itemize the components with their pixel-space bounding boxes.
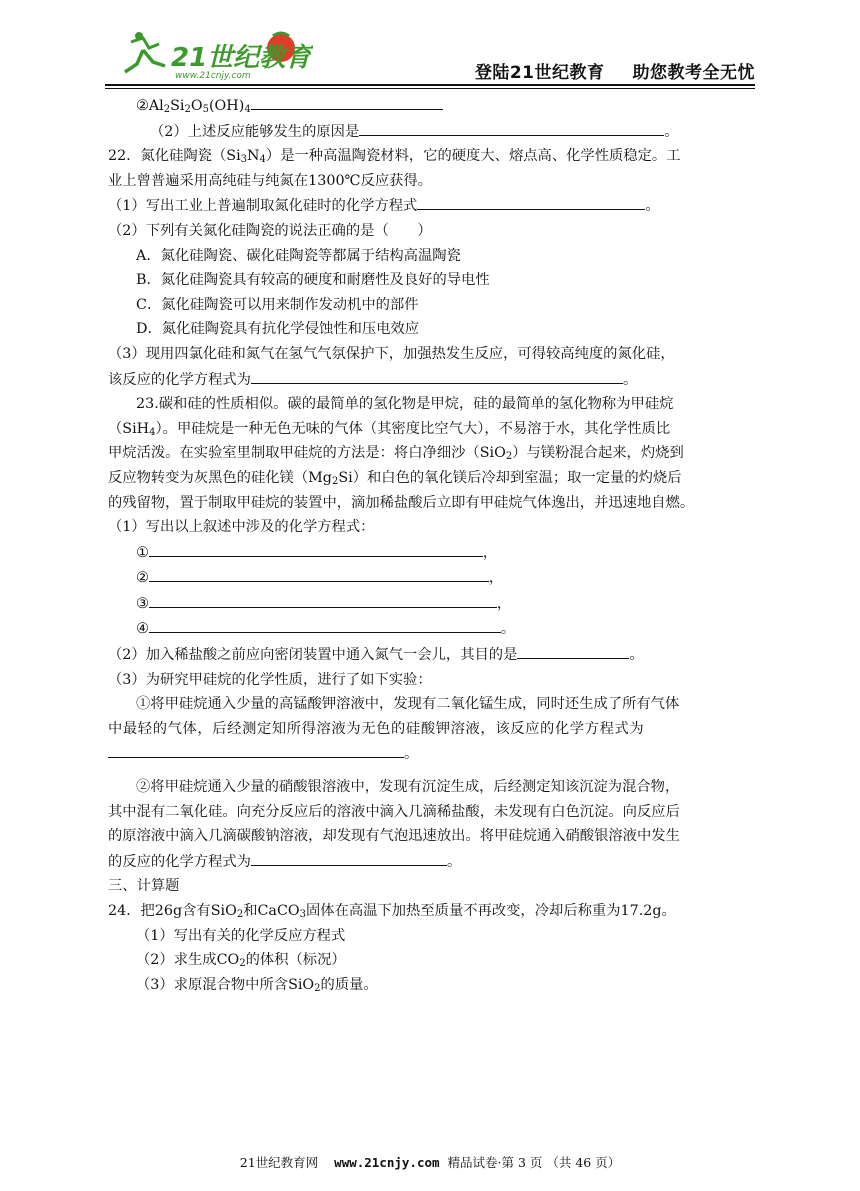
q23-exp1: ①将甲硅烷通入少量的高锰酸钾溶液中，发现有二氧化锰生成，同时还生成了所有气体 bbox=[136, 696, 680, 713]
q24-part1: （1）写出有关的化学反应方程式 bbox=[136, 927, 346, 944]
header-rule bbox=[105, 84, 755, 86]
answer-blank bbox=[359, 119, 664, 136]
logo-url: www.21cnjy.com bbox=[175, 71, 251, 81]
answer-blank bbox=[251, 93, 443, 110]
answer-blank bbox=[108, 741, 404, 758]
q23-stem-5: 的残留物，置于制取甲硅烷的装置中，滴加稀盐酸后立即有甲硅烷气体逸出，并迅速地自燃。 bbox=[108, 494, 695, 511]
q23-part3: （3）为研究甲硅烷的化学性质，进行了如下实验： bbox=[108, 671, 432, 688]
q22-stem: 22．氮化硅陶瓷$(Si_3N_4)$是一种高温陶瓷材料，它的硬度大、熔点高、化学性质稳定。工 bbox=[108, 148, 681, 166]
q21-part2: （2）上述反应能够发生的原因是 。 bbox=[108, 119, 758, 145]
q22-part1: （1）写出工业上普遍制取氮化硅时的化学方程式 。 bbox=[108, 193, 758, 219]
answer-blank bbox=[517, 642, 629, 659]
q23-exp1-2: 中最轻的气体，后经测定知所得溶液为无色的硅酸钾溶液，该反应的化学方程式为 bbox=[108, 720, 645, 737]
q23-eq3: ③ ， bbox=[108, 591, 758, 617]
q23-stem-2: （SiH$_4$）。甲硅烷是一种无色无味的气体（其密度比空气大），不易溶于水，其化学性质比 bbox=[108, 420, 671, 438]
q23-stem-3: 甲烷活泼。在实验室里制取甲硅烷的方法是：将白净细沙（SiO$_2$）与镁粉混合起来，灼烧到 bbox=[108, 445, 684, 463]
q22-part2: （2）下列有关氮化硅陶瓷的说法正确的是（ ） bbox=[108, 222, 432, 239]
answer-blank bbox=[251, 367, 623, 384]
answer-blank bbox=[149, 565, 489, 582]
page-footer bbox=[0, 1153, 860, 1171]
q24-stem: 24．把26g含有SiO$_2$和CaCO$_3$固体在高温下加热至质量不再改变，冷却后称重为17.2g。 bbox=[108, 903, 676, 920]
q23-exp2-4: 的反应的化学方程式为 。 bbox=[108, 849, 758, 875]
answer-blank bbox=[149, 616, 501, 633]
q22-option-b: B．氮化硅陶瓷具有较高的硬度和耐磨性及良好的导电性 bbox=[136, 272, 490, 289]
page-header bbox=[105, 28, 755, 86]
answer-blank bbox=[149, 540, 483, 557]
q23-exp2-3: 的原溶液中滴入几滴碳酸钠溶液，却发现有气泡迅速放出。将甲硅烷通入硝酸银溶液中发生 bbox=[108, 828, 680, 845]
q22-option-a: A．氮化硅陶瓷、碳化硅陶瓷等都属于结构高温陶瓷 bbox=[136, 247, 461, 264]
logo-text: 21世纪教育 bbox=[171, 43, 312, 73]
q23-part1: （1）写出以上叙述中涉及的化学方程式： bbox=[108, 519, 375, 536]
q23-part2: （2）加入稀盐酸之前应向密闭装置中通入氮气一会儿，其目的是 。 bbox=[108, 642, 758, 668]
q23-stem-4: 反应物转变为灰黑色的硅化镁$(Mg_2Si)$和白色的氧化镁后冷却到室温；取一定量的灼烧后 bbox=[108, 469, 682, 487]
header-tagline bbox=[475, 58, 755, 83]
section-3-title: 三、计算题 bbox=[108, 878, 180, 895]
q23-stem: 23.碳和硅的性质相似。碳的最简单的氢化物是甲烷，硅的最简单的氢化物称为甲硅烷 bbox=[136, 396, 674, 413]
q23-exp2: ②将甲硅烷通入少量的硝酸银溶液中，发现有沉淀生成，后经测定知该沉淀为混合物， bbox=[136, 779, 680, 796]
footer-site: 21世纪教育网 bbox=[239, 1155, 319, 1170]
answer-blank bbox=[149, 591, 497, 608]
q23-eq2: ② ， bbox=[108, 565, 758, 591]
header-slogan: 助您教考全无忧 bbox=[632, 63, 755, 83]
q21-item2: $②Al_2Si_2O_5(OH)_4$ bbox=[108, 93, 758, 119]
q22-option-d: D．氮化硅陶瓷具有抗化学侵蚀性和压电效应 bbox=[136, 321, 420, 338]
q23-eq4: ④ 。 bbox=[108, 616, 758, 642]
q22-stem-2: 业上曾普遍采用高纯硅与纯氮在1300℃反应获得。 bbox=[108, 172, 433, 189]
q23-eq1: ① ， bbox=[108, 540, 758, 566]
header-login: 登陆21世纪教育 bbox=[474, 63, 605, 83]
answer-blank bbox=[251, 849, 447, 866]
q23-exp2-2: 其中混有二氧化硅。向充分反应后的溶液中滴入几滴稀盐酸，未发现有白色沉淀。向反应后 bbox=[108, 803, 680, 820]
q23-exp1-3: 。 bbox=[108, 741, 758, 767]
q22-option-c: C．氮化硅陶瓷可以用来制作发动机中的部件 bbox=[136, 296, 419, 313]
header-rule-thin bbox=[105, 88, 755, 89]
q24-part2: （2）求生成$CO_2$的体积（标况） bbox=[136, 952, 346, 970]
q22-part3: （3）现用四氯化硅和氮气在氢气气氛保护下，加强热发生反应，可得较高纯度的氮化硅， bbox=[108, 345, 675, 362]
q24-part3: （3）求原混合物中所含SiO$_2$的质量。 bbox=[136, 976, 378, 994]
footer-page-info: 精品试卷·第 3 页 （共 46 页） bbox=[447, 1155, 621, 1170]
site-logo bbox=[113, 28, 313, 84]
answer-blank bbox=[417, 193, 645, 210]
footer-url[interactable]: www.21cnjy.com bbox=[334, 1155, 440, 1170]
exam-content bbox=[108, 93, 758, 997]
q22-part3-2: 该反应的化学方程式为 。 bbox=[108, 367, 758, 393]
